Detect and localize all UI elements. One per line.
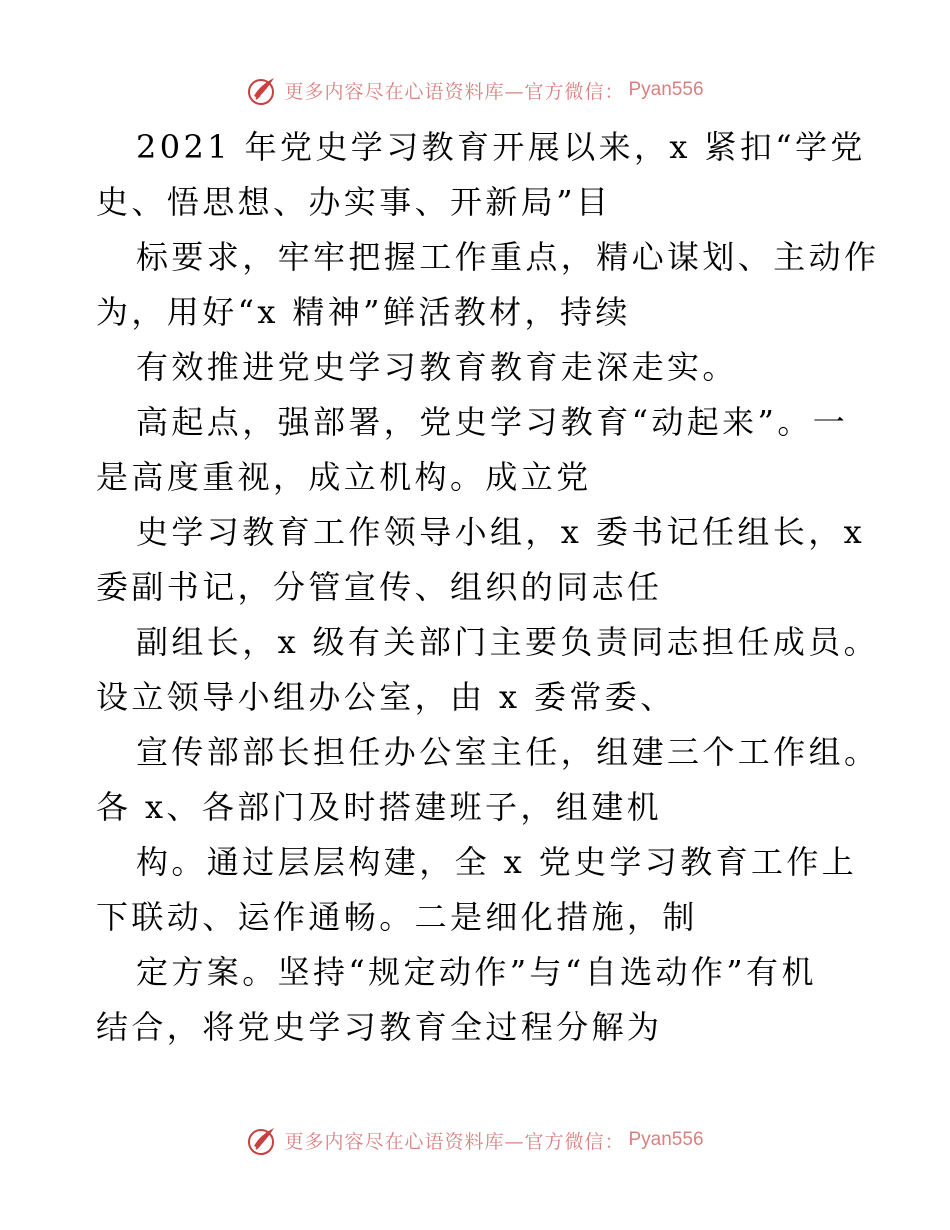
text-line: 定方案。坚持“规定动作”与“自选动作”有机 <box>136 953 817 991</box>
text-line: 设立领导小组办公室，由 x 委常委、 <box>96 678 676 716</box>
banner-text: 更多内容尽在心语资料库—官方微信： <box>284 1130 625 1153</box>
text-line: 委副书记，分管宣传、组织的同志任 <box>96 568 663 606</box>
text-line: 为，用好“x 精神”鲜活教材，持续 <box>96 293 631 331</box>
text-line: 标要求，牢牢把握工作重点，精心谋划、主动作 <box>136 238 880 276</box>
banner-wechat-id: Pyan556 <box>628 79 704 100</box>
text-line: 是高度重视，成立机构。成立党 <box>96 458 592 496</box>
quill-logo-icon <box>246 73 280 107</box>
banner-text: 更多内容尽在心语资料库—官方微信： <box>284 80 625 103</box>
text-line: 各 x、各部门及时搭建班子，组建机 <box>96 788 663 826</box>
banner-wechat-id: Pyan556 <box>628 1129 704 1150</box>
text-line: 史、悟思想、办实事、开新局”目 <box>96 183 612 221</box>
body-text <box>96 120 880 1055</box>
text-line: 结合，将党史学习教育全过程分解为 <box>96 1008 663 1046</box>
footer-banner[interactable] <box>0 1120 950 1160</box>
text-line: 宣传部部长担任办公室主任，组建三个工作组。 <box>136 733 880 771</box>
quill-logo-icon <box>246 1123 280 1157</box>
text-line: 构。通过层层构建，全 x 党史学习教育工作上 <box>136 843 858 881</box>
header-banner[interactable] <box>0 70 950 110</box>
text-line: 副组长，x 级有关部门主要负责同志担任成员。 <box>136 623 880 661</box>
text-line: 有效推进党史学习教育教育走深走实。 <box>136 348 738 386</box>
text-line: 2021 年党史学习教育开展以来，x 紧扣“学党 <box>136 128 866 166</box>
text-line: 高起点，强部署，党史学习教育“动起来”。一 <box>136 403 849 441</box>
text-line: 下联动、运作通畅。二是细化措施，制 <box>96 898 698 936</box>
text-line: 史学习教育工作领导小组，x 委书记任组长，x <box>136 513 866 551</box>
